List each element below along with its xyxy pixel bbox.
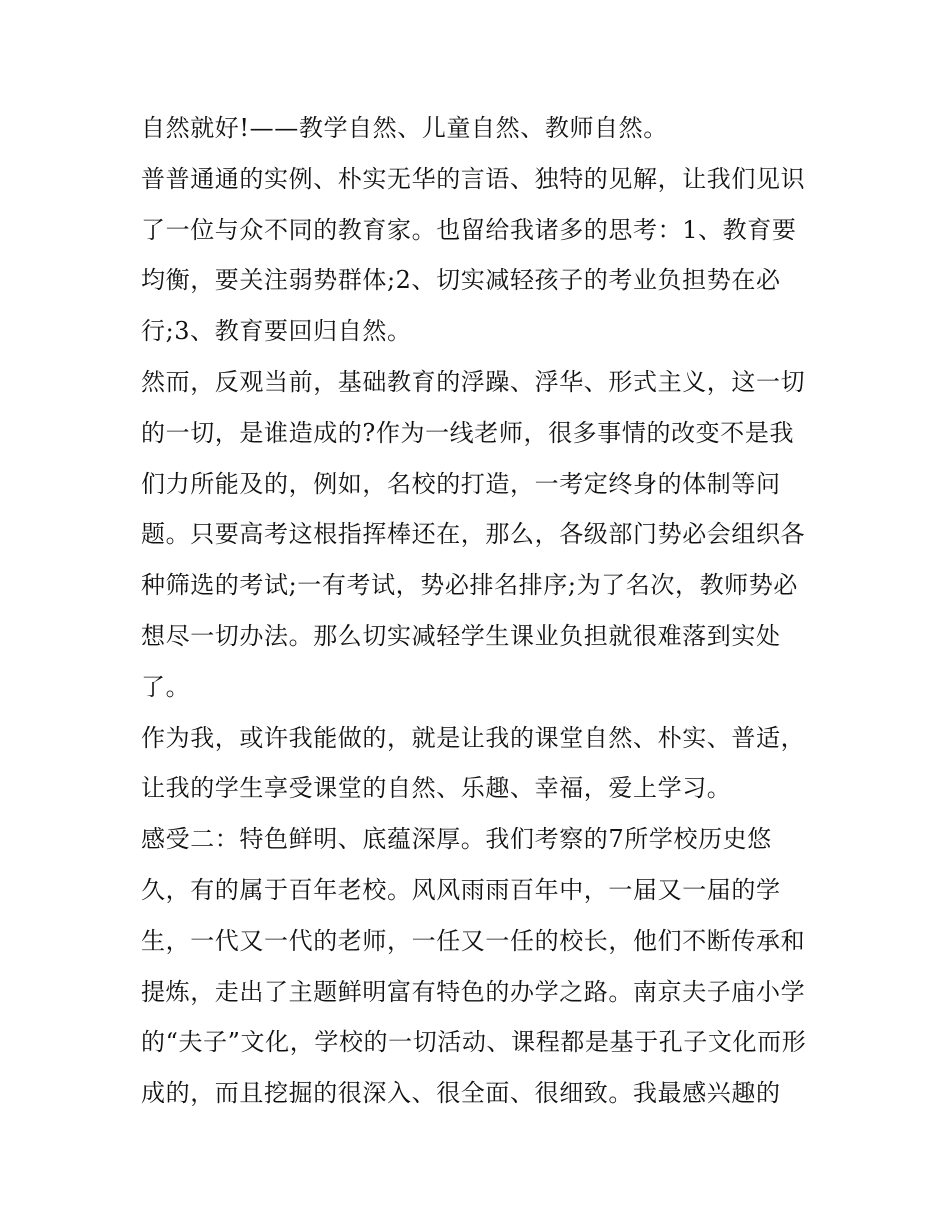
text-line: 自然就好!——教学自然、儿童自然、教师自然。 <box>141 114 668 142</box>
text-line: 提炼，走出了主题鲜明富有特色的办学之路。南京夫子庙小学 <box>141 977 806 1006</box>
text-line: 生，一代又一代的老师，一任又一任的校长，他们不断传承和 <box>141 926 806 955</box>
text-line: 们力所能及的，例如，名校的打造，一考定终身的体制等问 <box>141 469 781 498</box>
text-line: 久，有的属于百年老校。风风雨雨百年中，一届又一届的学 <box>141 875 781 904</box>
text-line: 成的，而且挖掘的很深入、很全面、很细致。我最感兴趣的 <box>141 1079 781 1108</box>
text-line: 行;3、教育要回归自然。 <box>141 317 412 346</box>
text-line: 种筛选的考试;一有考试，势必排名排序;为了名次，教师势必 <box>141 571 798 600</box>
body-text <box>141 103 821 1119</box>
text-line: 让我的学生享受课堂的自然、乐趣、幸福，爱上学习。 <box>141 774 732 803</box>
text-line: 想尽一切办法。那么切实减轻学生课业负担就很难落到实处 <box>141 621 781 650</box>
text-line: 然而，反观当前，基础教育的浮躁、浮华、形式主义，这一切 <box>141 367 806 396</box>
text-line: 感受二：特色鲜明、底蕴深厚。我们考察的7所学校历史悠 <box>141 825 772 854</box>
text-line: 的一切，是谁造成的?作为一线老师，很多事情的改变不是我 <box>141 418 795 447</box>
text-line: 题。只要高考这根指挥棒还在，那么，各级部门势必会组织各 <box>141 520 806 549</box>
text-line: 的“夫子”文化，学校的一切活动、课程都是基于孔子文化而形 <box>141 1028 807 1057</box>
text-line: 了。 <box>141 672 191 701</box>
text-line: 了一位与众不同的教育家。也留给我诸多的思考：1、教育要 <box>141 215 797 244</box>
text-line: 均衡，要关注弱势群体;2、切实减轻孩子的考业负担势在必 <box>141 266 781 295</box>
text-line: 作为我，或许我能做的，就是让我的课堂自然、朴实、普适， <box>141 723 806 752</box>
text-line: 普普通通的实例、朴实无华的言语、独特的见解，让我们见识 <box>141 164 806 193</box>
